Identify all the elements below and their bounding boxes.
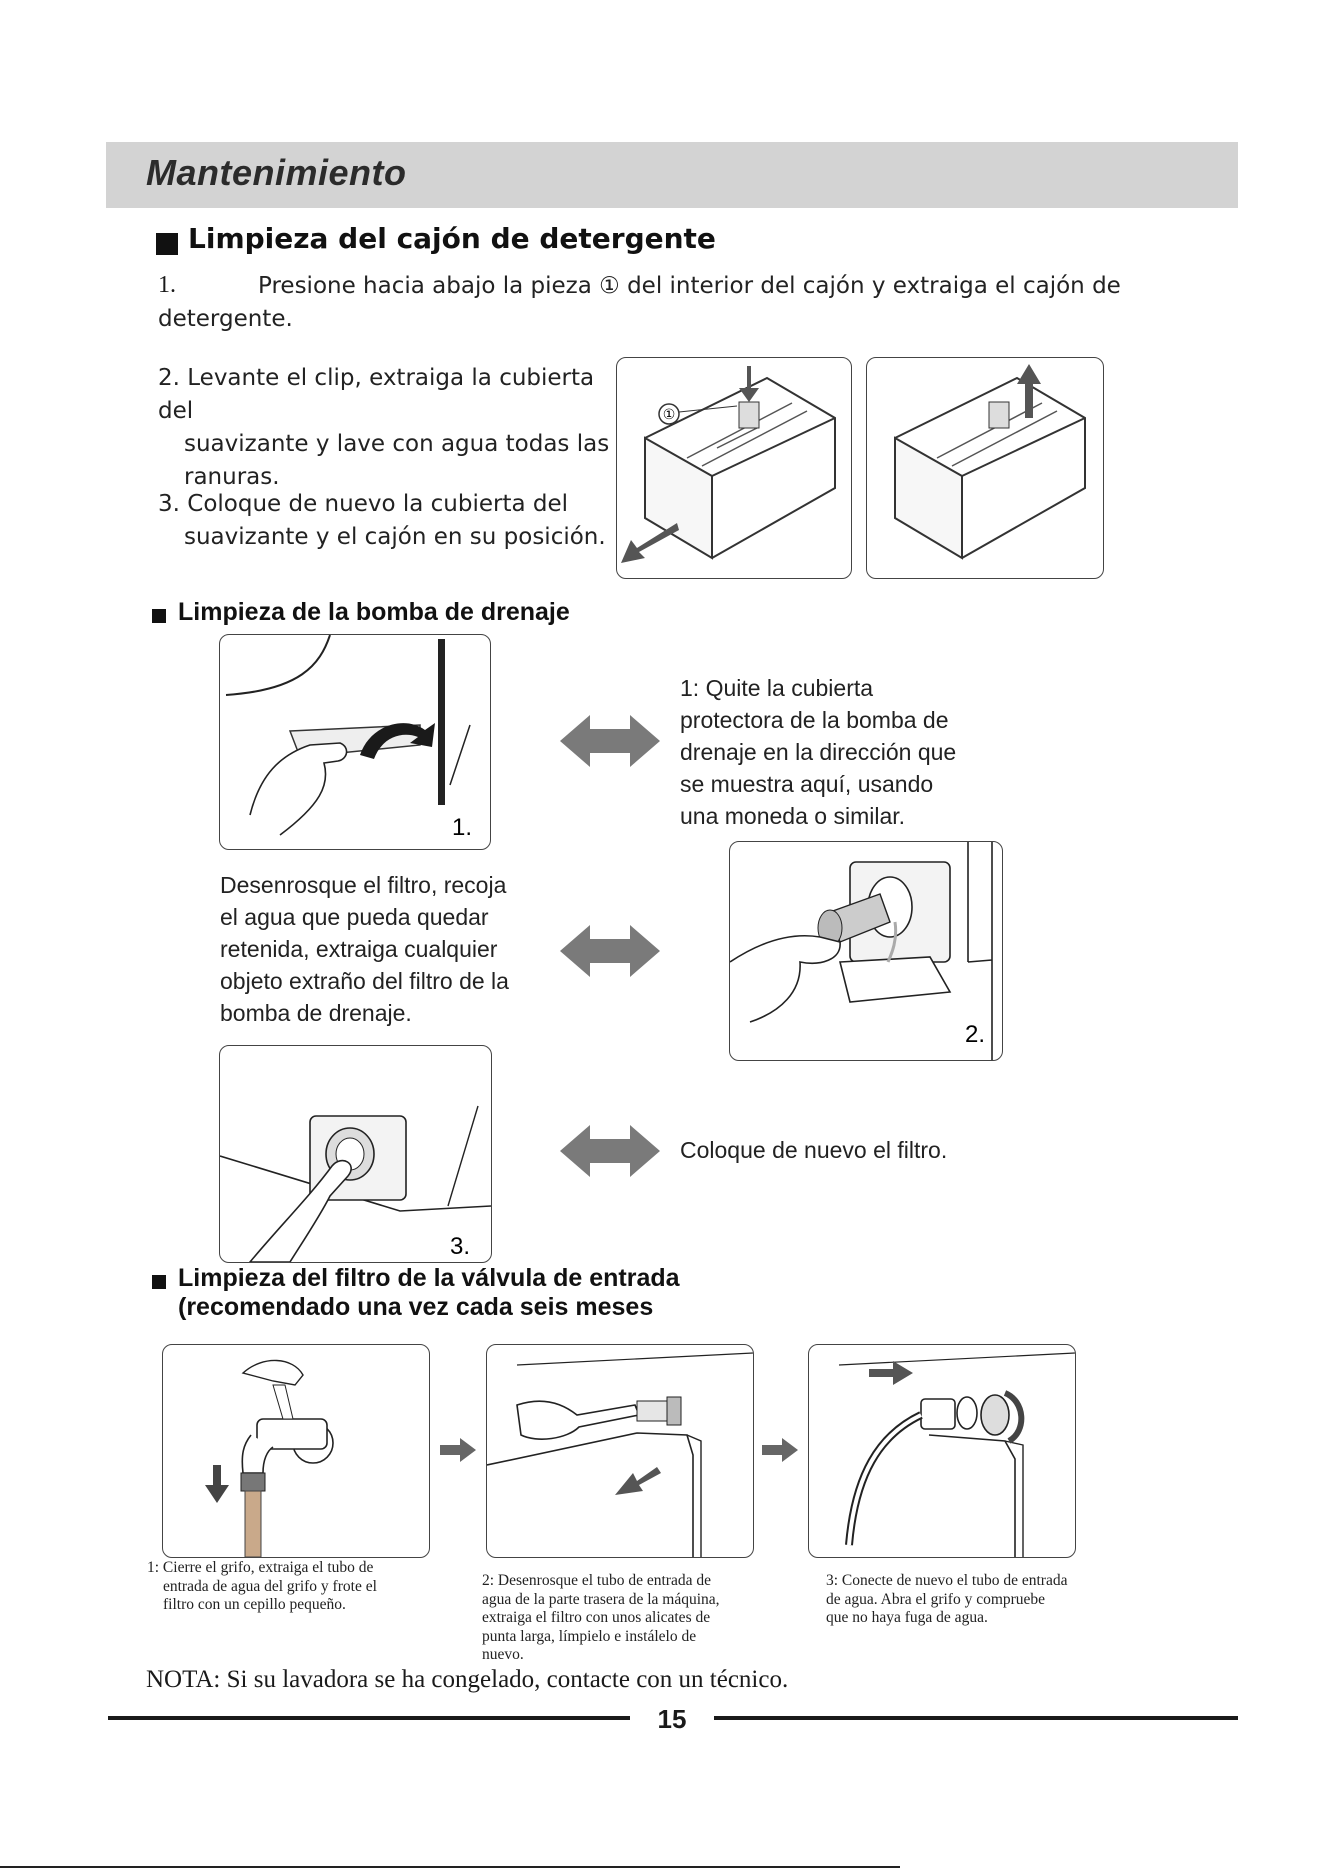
reconnect-figure <box>808 1344 1076 1558</box>
figure-label: 2. <box>965 1021 986 1048</box>
square-bullet-icon <box>152 609 166 623</box>
section-subtitle: (recomendado una vez cada seis meses <box>178 1293 654 1321</box>
footer-rule-left <box>108 1716 630 1720</box>
step-3-text: 3. Coloque de nuevo la cubierta del suavizante y el cajón en su posición. <box>158 491 606 550</box>
caption-1: 1: Cierre el grifo, extraiga el tubo de entrada de agua del grifo y frote el filtro con un cepillo pequeño. <box>147 1559 377 1613</box>
note-text: NOTA: Si su lavadora se ha congelado, contacte con un técnico. <box>146 1666 789 1693</box>
step-1-continuation: detergente. <box>158 306 293 332</box>
pump-step-1-text: 1: Quite la cubierta protectora de la bomba de drenaje en la dirección que se muestra aquí, usando una moneda o similar. <box>680 675 957 829</box>
section-title: Limpieza del cajón de detergente <box>188 222 716 255</box>
step-2-text: 2. Levante el clip, extraiga la cubierta del suavizante y lave con agua todas las ranuras. <box>158 365 610 490</box>
right-arrow-icon <box>762 1438 798 1467</box>
square-bullet-icon <box>152 1275 166 1289</box>
section-detergent-drawer <box>156 222 716 255</box>
section-title: Limpieza de la bomba de drenaje <box>178 598 570 626</box>
figure-label: 3. <box>450 1233 471 1260</box>
pump-refit-figure <box>219 1045 492 1263</box>
right-arrow-icon <box>440 1438 476 1467</box>
drawer-press-figure <box>616 357 852 579</box>
square-bullet-icon <box>156 233 178 255</box>
pliers-figure <box>486 1344 754 1558</box>
drawer-lift-figure <box>866 357 1104 579</box>
section-inlet-filter <box>152 1264 680 1322</box>
pump-cover-figure <box>219 634 491 850</box>
caption-2: 2: Desenrosque el tubo de entrada de agua de la parte trasera de la máquina, extraiga el filtro con unos alicates de punta larga, límpielo e instálelo de nuevo. <box>482 1572 720 1663</box>
double-arrow-icon <box>560 921 660 986</box>
footer-rule-right <box>714 1716 1238 1720</box>
caption-3: 3: Conecte de nuevo el tubo de entrada de agua. Abra el grifo y compruebe que no haya fuga de agua. <box>826 1572 1068 1626</box>
step-number: 1. <box>158 272 176 298</box>
bottom-edge-line <box>0 1866 900 1868</box>
page-title: Mantenimiento <box>146 152 407 193</box>
section-title: Limpieza del filtro de la válvula de entrada <box>178 1264 680 1292</box>
step-1-text: Presione hacia abajo la pieza ① del interior del cajón y extraiga el cajón de <box>258 273 1121 299</box>
pump-filter-figure <box>729 841 1003 1061</box>
section-drain-pump <box>152 598 570 627</box>
pump-step-2-text: Desenrosque el filtro, recoja el agua que pueda quedar retenida, extraiga cualquier objeto extraño del filtro de la bomba de drenaje. <box>220 872 509 1026</box>
tap-figure <box>162 1344 430 1558</box>
double-arrow-icon <box>560 711 660 776</box>
figure-label: 1. <box>452 814 473 841</box>
page-number: 15 <box>657 1704 687 1734</box>
figure-marker: ① <box>662 407 676 423</box>
pump-step-3-text: Coloque de nuevo el filtro. <box>680 1137 948 1163</box>
double-arrow-icon <box>560 1121 660 1186</box>
